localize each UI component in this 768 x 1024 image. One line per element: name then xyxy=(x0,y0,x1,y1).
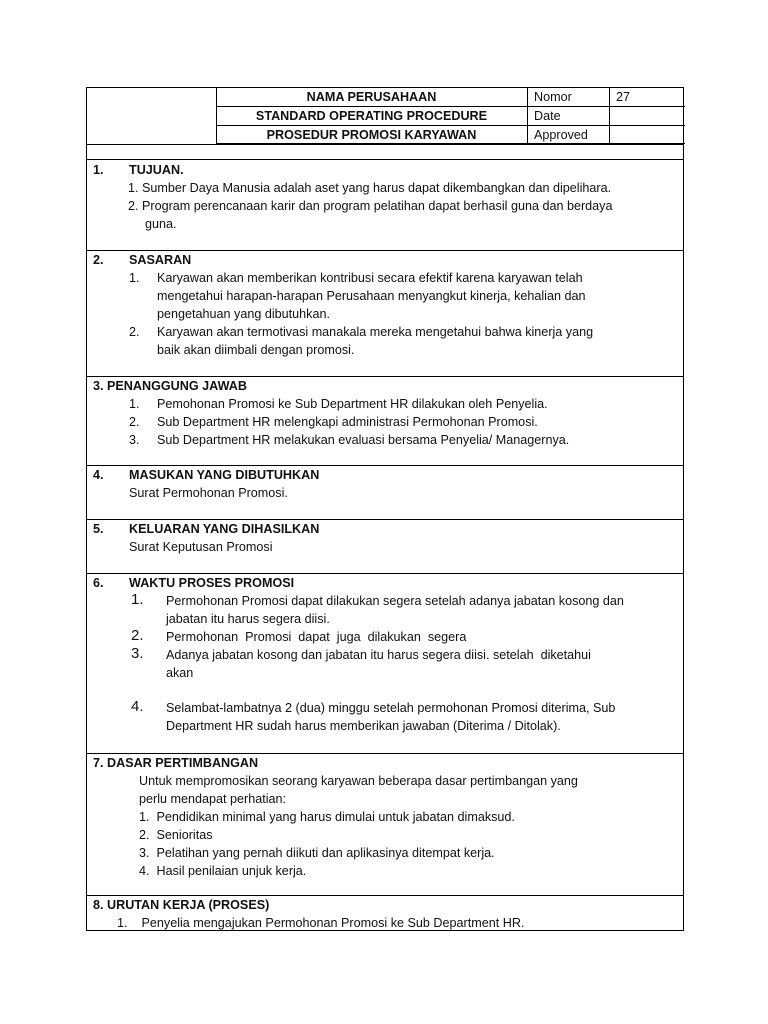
procedure-title: PROSEDUR PROMOSI KARYAWAN xyxy=(266,127,477,142)
date-label-cell xyxy=(528,107,610,126)
list-item-text: Department HR sudah harus memberikan jawaban (Diterima / Ditolak). xyxy=(166,719,561,733)
list-item-text: Sub Department HR melakukan evaluasi bersama Penyelia/ Managernya. xyxy=(157,433,570,447)
section-title: WAKTU PROSES PROMOSI xyxy=(129,576,295,590)
list-item-text: baik akan diimbali dengan promosi. xyxy=(157,343,355,357)
section-title: MASUKAN YANG DIBUTUHKAN xyxy=(129,468,320,482)
list-item-text: Karyawan akan termotivasi manakala mereka mengetahui bahwa kinerja yang xyxy=(157,325,594,339)
nomor-label-cell xyxy=(528,88,610,107)
list-item: 2. Program perencanaan karir dan program pelatihan dapat berhasil guna dan berdaya xyxy=(128,199,613,213)
section-number: 6. xyxy=(93,576,104,590)
section-title: 7. DASAR PERTIMBANGAN xyxy=(93,756,259,770)
sop-document xyxy=(86,87,684,931)
list-item-text: mengetahui harapan-harapan Perusahaan menyangkut kinerja, kehalian dan xyxy=(157,289,586,303)
section-number: 1. xyxy=(93,163,104,177)
list-item: 4. Hasil penilaian unjuk kerja. xyxy=(139,864,307,878)
list-item-text: Sub Department HR melengkapi administrasi Permohonan Promosi. xyxy=(157,415,538,429)
item-number: 2. xyxy=(129,415,140,429)
company-name: NAMA PERUSAHAAN xyxy=(306,90,437,104)
list-item-text: jabatan itu harus segera diisi. xyxy=(166,612,330,626)
list-item-text: Karyawan akan memberikan kontribusi secara efektif karena karyawan telah xyxy=(157,271,583,285)
list-item-text: pengetahuan yang dibutuhkan. xyxy=(157,307,330,321)
nomor-value-cell xyxy=(610,88,685,107)
header-divider xyxy=(87,144,683,145)
procedure-title-cell xyxy=(216,126,528,144)
section-title: SASARAN xyxy=(129,253,192,267)
item-number: 4. xyxy=(131,698,144,715)
list-item: 2. Senioritas xyxy=(139,828,213,842)
list-item-text: Adanya jabatan kosong dan jabatan itu harus segera diisi. setelah diketahui xyxy=(166,648,591,662)
list-item-text: akan xyxy=(166,666,194,680)
section-title: KELUARAN YANG DIHASILKAN xyxy=(129,522,320,536)
company-name-cell xyxy=(216,88,528,107)
list-item: 3. Pelatihan yang pernah diikuti dan aplikasinya ditempat kerja. xyxy=(139,846,495,860)
section-title: 8. URUTAN KERJA (PROSES) xyxy=(93,898,270,912)
approved-label: Approved xyxy=(534,127,588,142)
section-number: 4. xyxy=(93,468,104,482)
list-item: 1. Pendidikan minimal yang harus dimulai untuk jabatan dimaksud. xyxy=(139,810,515,824)
section-title: 3. PENANGGUNG JAWAB xyxy=(93,379,247,393)
date-value-cell xyxy=(610,107,685,126)
nomor-value: 27 xyxy=(616,90,631,104)
spacer-divider xyxy=(87,159,683,160)
item-number: 1. xyxy=(129,397,140,411)
list-item-text: Selambat-lambatnya 2 (dua) minggu setelah permohonan Promosi diterima, Sub xyxy=(166,701,616,715)
item-number: 3. xyxy=(129,433,140,447)
approved-value-cell xyxy=(610,126,685,144)
list-item-text: Pemohonan Promosi ke Sub Department HR dilakukan oleh Penyelia. xyxy=(157,397,548,411)
item-number: 1. xyxy=(131,591,144,608)
item-number: 2. xyxy=(129,325,140,339)
section-number: 5. xyxy=(93,522,104,536)
sop-title-cell xyxy=(216,107,528,126)
date-label: Date xyxy=(534,109,561,123)
section-intro: Untuk mempromosikan seorang karyawan beberapa dasar pertimbangan yang xyxy=(139,774,578,788)
list-item-text: Permohonan Promosi dapat juga dilakukan segera xyxy=(166,630,467,644)
list-item-continuation: guna. xyxy=(145,217,177,231)
list-item-text: Permohonan Promosi dapat dilakukan segera setelah adanya jabatan kosong dan xyxy=(166,594,624,608)
item-number: 1. xyxy=(129,271,140,285)
section-intro: perlu mendapat perhatian: xyxy=(139,792,287,806)
sop-title: STANDARD OPERATING PROCEDURE xyxy=(255,109,488,123)
nomor-label: Nomor xyxy=(534,90,572,104)
section-title: TUJUAN. xyxy=(129,163,184,177)
item-number: 3. xyxy=(131,645,144,662)
section-text: Surat Permohonan Promosi. xyxy=(129,486,288,500)
section-text: Surat Keputusan Promosi xyxy=(129,540,273,554)
section-number: 2. xyxy=(93,253,104,267)
approved-label-cell xyxy=(528,126,610,144)
list-item: 1. Penyelia mengajukan Permohonan Promosi ke Sub Department HR. xyxy=(117,916,525,930)
item-number: 2. xyxy=(131,627,144,644)
list-item: 1. Sumber Daya Manusia adalah aset yang harus dapat dikembangkan dan dipelihara. xyxy=(128,181,612,195)
logo-cell xyxy=(87,88,217,144)
